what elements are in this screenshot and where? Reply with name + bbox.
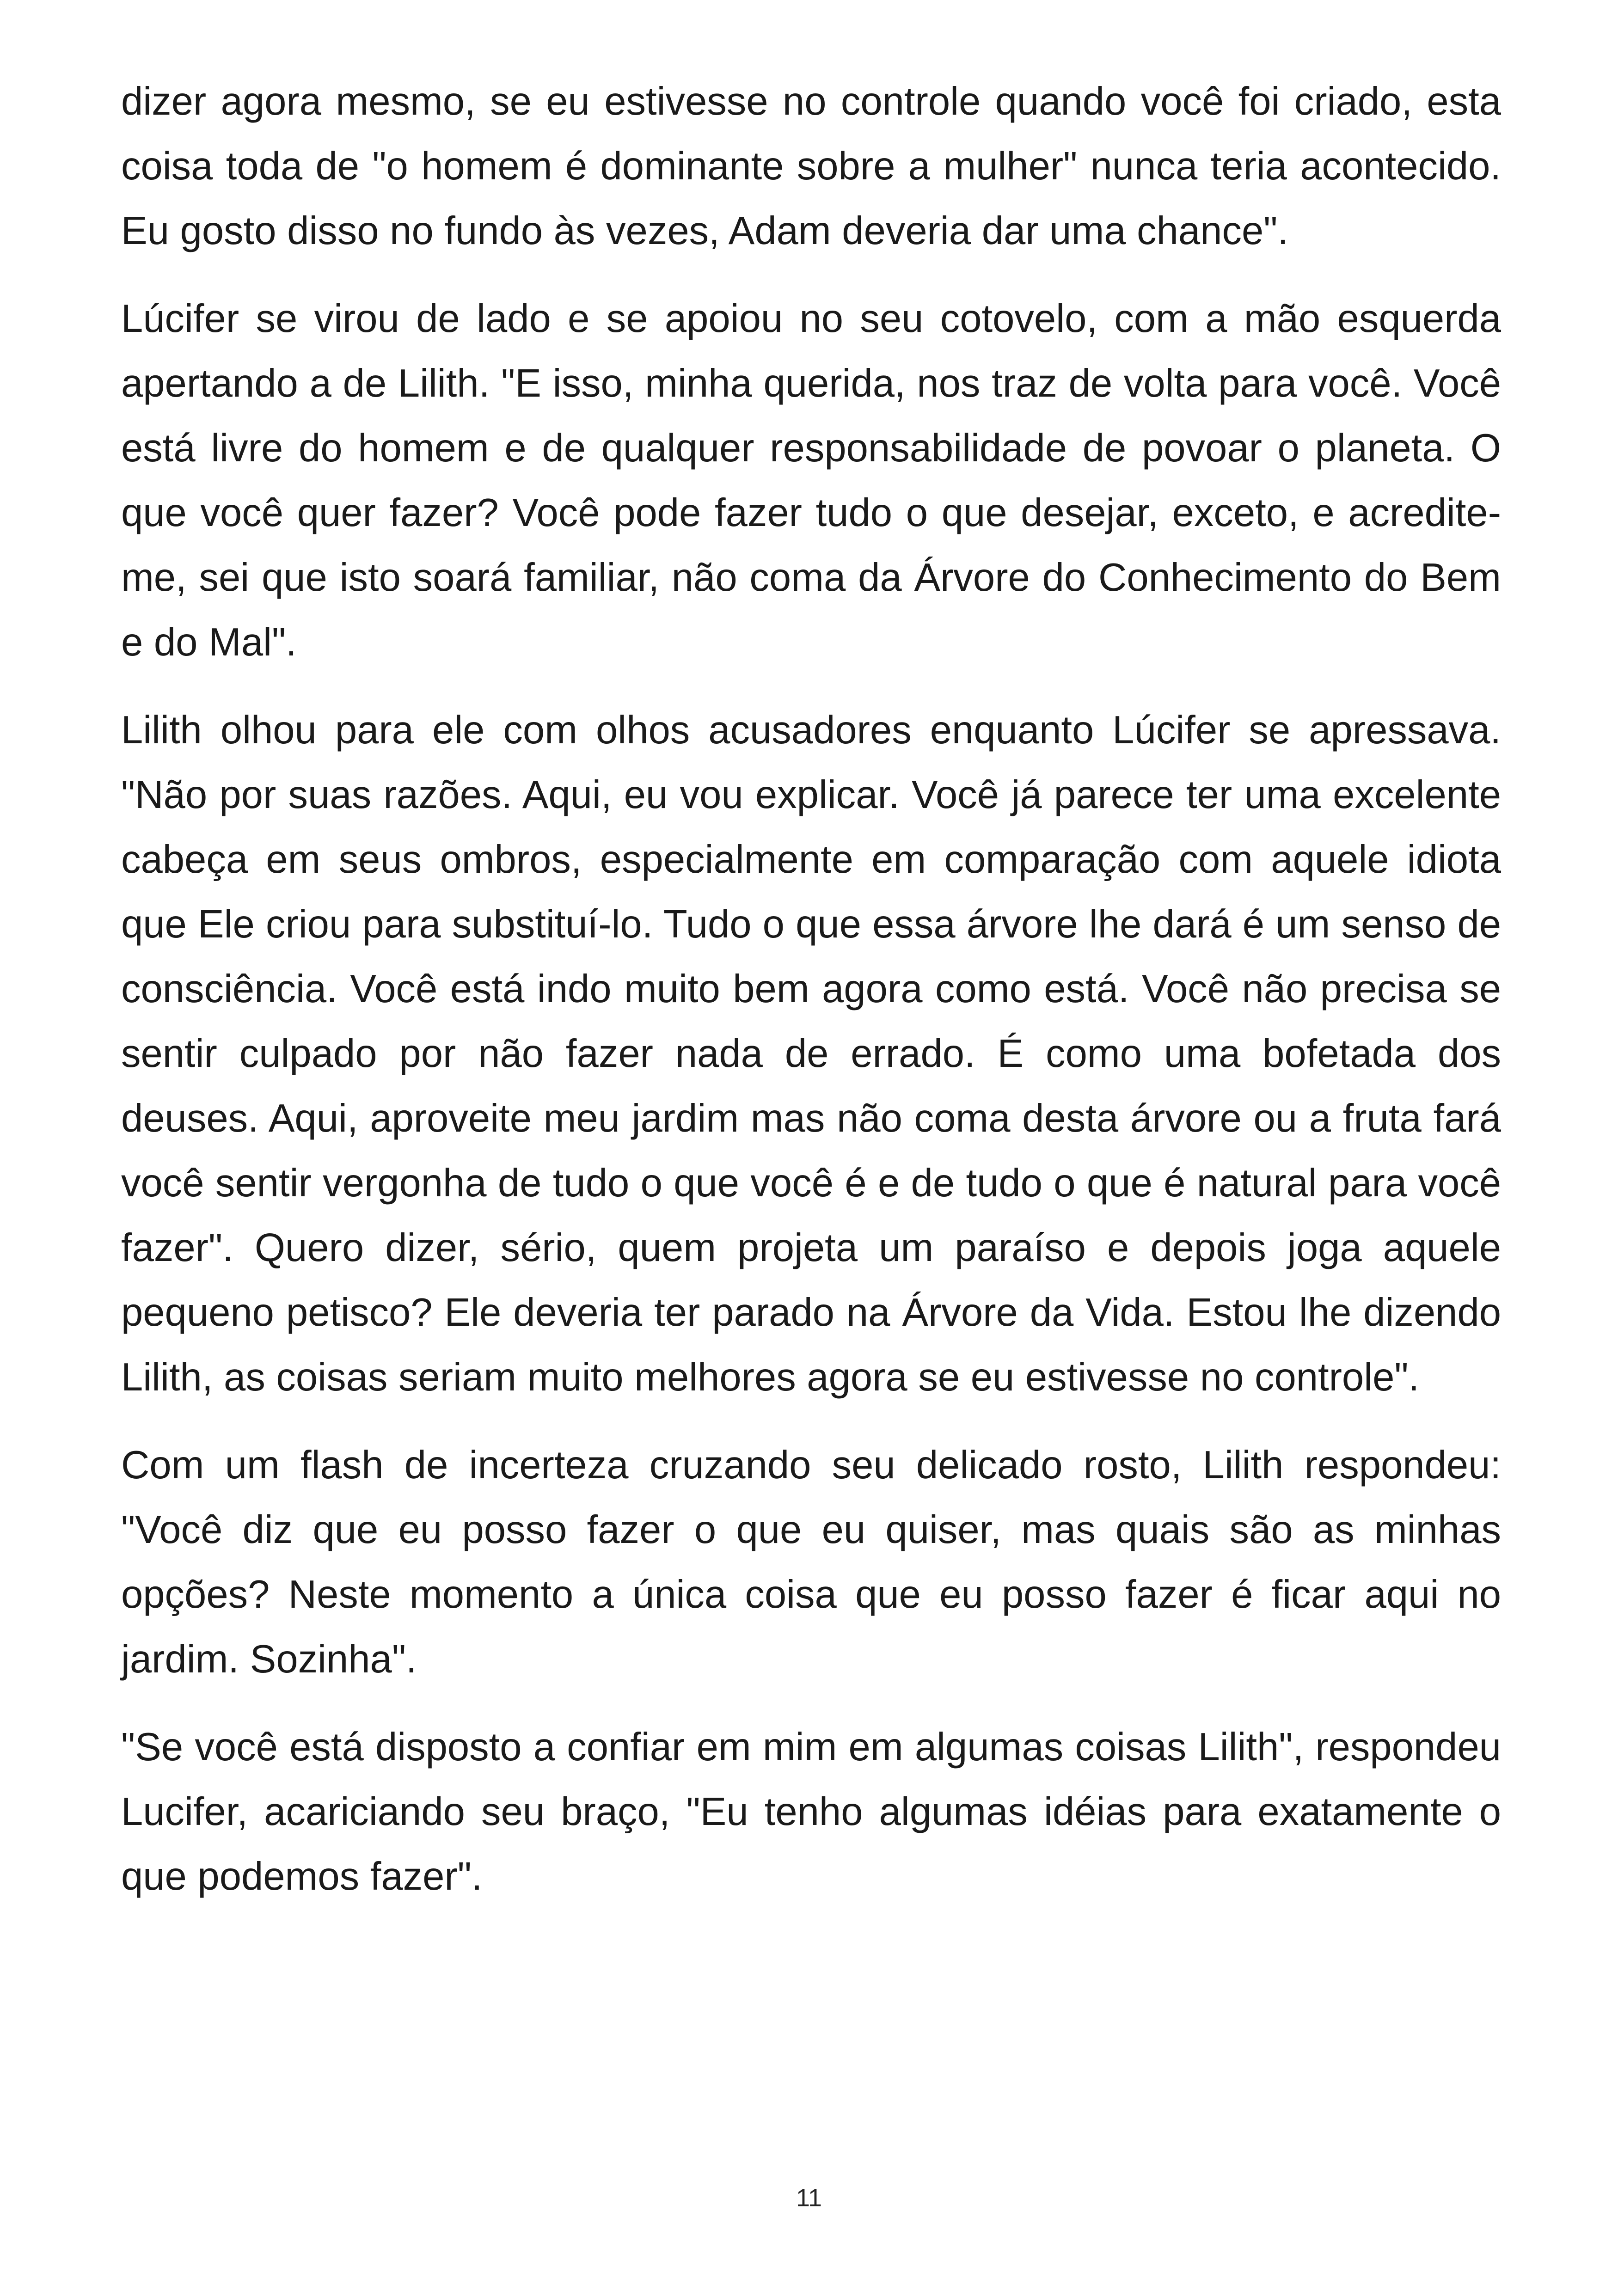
- paragraph-1: dizer agora mesmo, se eu estivesse no controle quando você foi criado, esta coisa toda de "o homem é dominante sobre a mulher" nunca teria acontecido. Eu gosto disso no fundo às vezes, Adam deveria dar uma chance".: [121, 80, 1501, 253]
- page-number: 11: [796, 2184, 822, 2212]
- body-text: [121, 69, 1501, 1932]
- paragraph-3: Lilith olhou para ele com olhos acusadores enquanto Lúcifer se apressava. "Não por suas razões. Aqui, eu vou explicar. Você já parece ter uma excelente cabeça em seus ombros, especialmente em comparação com aquele idiota que Ele criou para substituí-lo. Tudo o que essa árvore lhe dará é um senso de consciência. Você está indo muito bem agora como está. Você não precisa se sentir culpado por não fazer nada de errado. É como uma bofetada dos deuses. Aqui, aproveite meu jardim mas não coma desta árvore ou a fruta fará você sentir vergonha de tudo o que você é e de tudo o que é natural para você fazer". Quero dizer, sério, quem projeta um paraíso e depois joga aquele pequeno petisco? Ele deveria ter parado na Árvore da Vida. Estou lhe dizendo Lilith, as coisas seriam muito melhores agora se eu estivesse no controle".: [121, 708, 1501, 1399]
- paragraph-4: Com um flash de incerteza cruzando seu delicado rosto, Lilith respondeu: "Você diz que eu posso fazer o que eu quiser, mas quais são as minhas opções? Neste momento a única coisa que eu posso fazer é ficar aqui no jardim. Sozinha".: [121, 1443, 1501, 1681]
- paragraph-2: Lúcifer se virou de lado e se apoiou no seu cotovelo, com a mão esquerda apertando a de Lilith. "E isso, minha querida, nos traz de volta para você. Você está livre do homem e de qualquer responsabilidade de povoar o planeta. O que você quer fazer? Você pode fazer tudo o que desejar, exceto, e acredite-me, sei que isto soará familiar, não coma da Árvore do Conhecimento do Bem e do Mal".: [121, 297, 1501, 664]
- paragraph-5: "Se você está disposto a confiar em mim em algumas coisas Lilith", respondeu Lucifer, acariciando seu braço, "Eu tenho algumas idéias para exatamente o que podemos fazer".: [121, 1725, 1501, 1898]
